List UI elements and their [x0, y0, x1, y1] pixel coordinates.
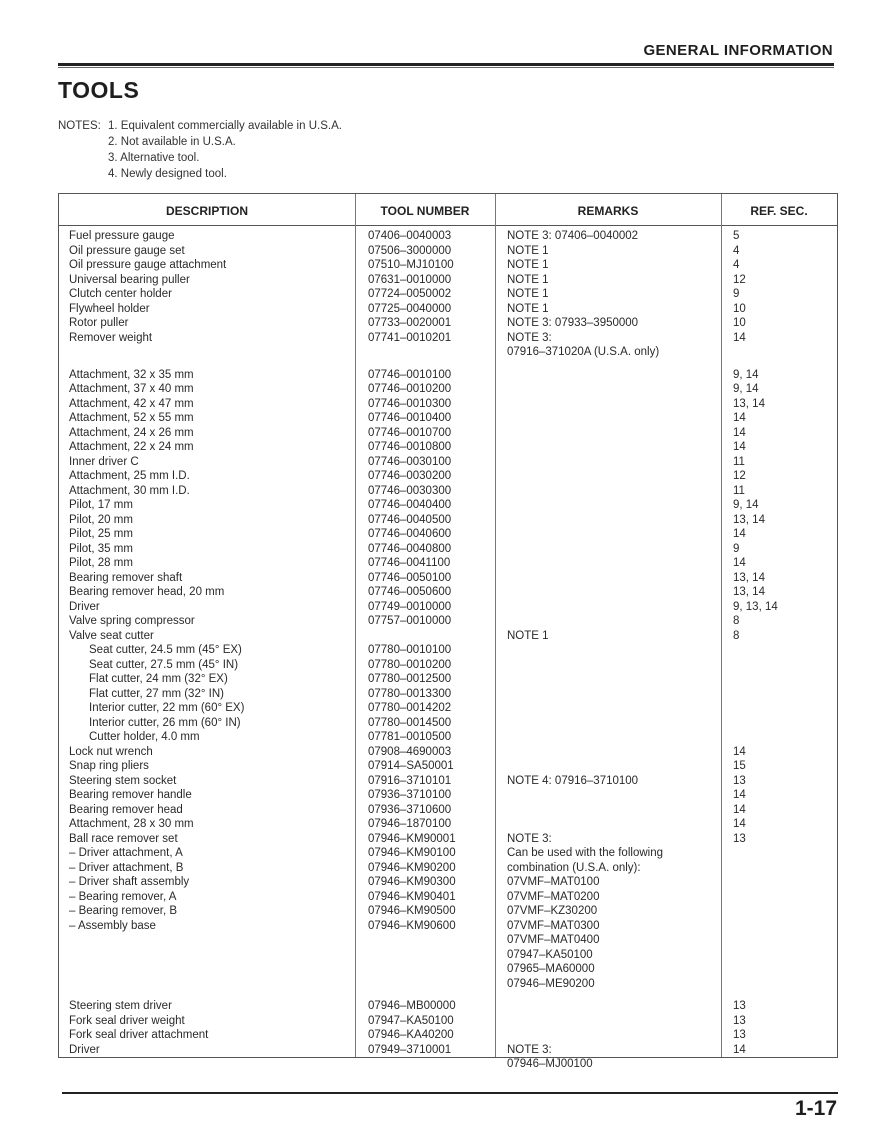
cell-description: Attachment, 24 x 26 mm	[69, 426, 194, 439]
cell-remarks: 07VMF–MAT0200	[507, 890, 600, 903]
cell-description: Steering stem driver	[69, 1000, 172, 1012]
cell-description: Bearing remover head, 20 mm	[69, 586, 225, 598]
cell-tool-number: 07746–0040800	[368, 542, 452, 555]
header-rule-thin	[58, 67, 834, 68]
cell-ref-sec: 4	[733, 259, 740, 271]
cell-description: Attachment, 25 mm I.D.	[69, 470, 190, 482]
col-header-description: DESCRIPTION	[165, 204, 248, 218]
cell-ref-sec: 13	[733, 1014, 746, 1027]
cell-ref-sec: 10	[733, 302, 746, 315]
column-divider	[355, 194, 356, 1057]
header-rule	[58, 63, 834, 66]
page-number: 1-17	[794, 1097, 837, 1120]
cell-description: Pilot, 17 mm	[69, 499, 133, 511]
col-header-remarks: REMARKS	[577, 204, 639, 218]
cell-remarks: NOTE 1	[507, 244, 549, 257]
cell-description: Steering stem socket	[69, 774, 177, 787]
cell-tool-number: 07746–0050100	[368, 571, 452, 584]
note-line	[58, 166, 342, 182]
cell-tool-number: 07936–3710600	[368, 803, 452, 816]
cell-description: – Driver attachment, B	[69, 861, 184, 874]
cell-tool-number: 07725–0040000	[368, 302, 452, 315]
cell-description: Oil pressure gauge attachment	[69, 259, 227, 271]
cell-remarks: 07VMF–KZ30200	[507, 905, 598, 917]
cell-tool-number: 07746–0030200	[368, 470, 452, 482]
cell-description: Snap ring pliers	[69, 760, 149, 772]
cell-description: Pilot, 35 mm	[69, 542, 133, 555]
notes-label: NOTES:	[58, 120, 101, 132]
note-text: 1. Equivalent commercially available in U.S.A.	[108, 120, 342, 132]
cell-ref-sec: 12	[733, 470, 746, 482]
cell-remarks: NOTE 1	[507, 273, 549, 286]
cell-remarks: NOTE 3: 07406–0040002	[507, 230, 639, 242]
cell-tool-number: 07741–0010201	[368, 331, 452, 344]
cell-description: Bearing remover head	[69, 803, 183, 816]
cell-tool-number: 07631–0010000	[368, 273, 452, 286]
cell-tool-number: 07946–KM90401	[368, 890, 456, 903]
cell-tool-number: 07946–KM90100	[368, 847, 456, 859]
cell-remarks: NOTE 1	[507, 302, 549, 315]
cell-ref-sec: 14	[733, 745, 746, 758]
cell-remarks: 07VMF–MAT0100	[507, 876, 600, 888]
cell-tool-number: 07506–3000000	[368, 244, 452, 257]
footer-rule	[62, 1092, 838, 1094]
cell-description: Oil pressure gauge set	[69, 244, 185, 257]
cell-tool-number: 07746–0040600	[368, 528, 452, 540]
cell-description: Pilot, 28 mm	[69, 557, 133, 569]
cell-description: Seat cutter, 24.5 mm (45° EX)	[89, 644, 242, 656]
cell-tool-number: 07749–0010000	[368, 600, 452, 613]
cell-remarks: NOTE 3: 07933–3950000	[507, 317, 639, 329]
cell-remarks: NOTE 3:	[507, 1043, 552, 1056]
cell-tool-number: 07946–KM90300	[368, 876, 456, 888]
cell-tool-number: 07946–KM90001	[368, 832, 456, 845]
cell-tool-number: 07781–0010500	[368, 731, 452, 743]
cell-tool-number: 07757–0010000	[368, 615, 452, 627]
cell-description: Fork seal driver weight	[69, 1014, 185, 1027]
cell-ref-sec: 14	[733, 426, 746, 439]
cell-ref-sec: 4	[733, 244, 740, 257]
cell-tool-number: 07780–0014202	[368, 702, 452, 714]
cell-remarks: NOTE 3:	[507, 832, 552, 845]
cell-tool-number: 07780–0013300	[368, 687, 452, 700]
cell-description: Rotor puller	[69, 317, 129, 329]
cell-remarks: 07946–MJ00100	[507, 1058, 593, 1070]
cell-description: Valve spring compressor	[69, 615, 195, 627]
cell-tool-number: 07946–KA40200	[368, 1029, 454, 1041]
cell-description: – Bearing remover, A	[69, 890, 177, 903]
tools-table	[58, 193, 838, 1070]
notes-label	[58, 166, 108, 182]
cell-remarks: Can be used with the following	[507, 847, 663, 859]
cell-tool-number: 07946–1870100	[368, 818, 452, 830]
cell-ref-sec: 13, 14	[733, 586, 765, 598]
cell-ref-sec: 14	[733, 412, 746, 424]
cell-ref-sec: 12	[733, 273, 746, 286]
cell-description: Cutter holder, 4.0 mm	[89, 731, 200, 743]
cell-description: Flat cutter, 24 mm (32° EX)	[89, 673, 228, 685]
cell-tool-number: 07746–0010300	[368, 397, 452, 410]
note-text: 4. Newly designed tool.	[108, 168, 227, 180]
cell-description: Ball race remover set	[69, 832, 178, 845]
cell-tool-number: 07914–SA50001	[368, 760, 454, 772]
cell-tool-number: 07780–0010200	[368, 658, 452, 671]
cell-tool-number: 07746–0010800	[368, 441, 452, 453]
cell-description: Driver	[69, 600, 100, 613]
cell-description: Fork seal driver attachment	[69, 1029, 209, 1041]
cell-remarks: NOTE 1	[507, 259, 549, 271]
cell-remarks: 07946–ME90200	[507, 977, 595, 990]
cell-ref-sec: 11	[733, 455, 745, 468]
cell-ref-sec: 13, 14	[733, 513, 765, 526]
cell-description: Attachment, 32 x 35 mm	[69, 368, 194, 381]
cell-ref-sec: 14	[733, 1043, 746, 1056]
cell-tool-number: 07946–KM90200	[368, 861, 456, 874]
note-text: 2. Not available in U.S.A.	[108, 136, 236, 148]
cell-tool-number: 07780–0012500	[368, 673, 452, 685]
cell-tool-number: 07949–3710001	[368, 1043, 452, 1056]
cell-tool-number: 07936–3710100	[368, 789, 452, 801]
cell-description: – Driver attachment, A	[69, 847, 183, 859]
cell-ref-sec: 15	[733, 760, 746, 772]
cell-ref-sec: 14	[733, 803, 746, 816]
cell-description: Flat cutter, 27 mm (32° IN)	[89, 687, 224, 700]
cell-description: Lock nut wrench	[69, 745, 153, 758]
cell-description: Attachment, 30 mm I.D.	[69, 484, 190, 497]
cell-ref-sec: 14	[733, 789, 746, 801]
cell-tool-number: 07746–0010200	[368, 383, 452, 395]
cell-ref-sec: 14	[733, 557, 746, 569]
cell-ref-sec: 13	[733, 1029, 746, 1041]
cell-ref-sec: 9, 14	[733, 383, 759, 395]
cell-ref-sec: 8	[733, 615, 740, 627]
cell-ref-sec: 13	[733, 774, 746, 787]
cell-tool-number: 07510–MJ10100	[368, 259, 454, 271]
cell-tool-number: 07724–0050002	[368, 288, 452, 300]
cell-description: Attachment, 52 x 55 mm	[69, 412, 194, 424]
cell-remarks: NOTE 3:	[507, 331, 552, 344]
section-header: GENERAL INFORMATION	[643, 42, 833, 59]
cell-description: Universal bearing puller	[69, 273, 190, 286]
cell-tool-number: 07746–0030100	[368, 455, 452, 468]
page-title: TOOLS	[58, 77, 140, 103]
cell-tool-number: 07916–3710101	[368, 774, 452, 787]
cell-description: Attachment, 28 x 30 mm	[69, 818, 194, 830]
cell-ref-sec: 9	[733, 542, 740, 555]
cell-ref-sec: 14	[733, 441, 746, 453]
cell-ref-sec: 11	[733, 484, 745, 497]
col-header-ref-sec: REF. SEC.	[750, 204, 808, 218]
cell-description: Attachment, 42 x 47 mm	[69, 397, 194, 410]
note-line	[58, 150, 342, 166]
cell-remarks: NOTE 1	[507, 288, 549, 300]
notes-label	[58, 134, 108, 150]
column-divider	[495, 194, 496, 1057]
cell-tool-number: 07780–0014500	[368, 716, 452, 729]
cell-description: Inner driver C	[69, 455, 139, 468]
cell-tool-number: 07746–0030300	[368, 484, 452, 497]
notes-block	[58, 118, 342, 182]
cell-ref-sec: 14	[733, 528, 746, 540]
cell-tool-number: 07946–KM90600	[368, 919, 456, 932]
cell-remarks: 07VMF–MAT0300	[507, 919, 600, 932]
cell-tool-number: 07946–MB00000	[368, 1000, 456, 1012]
cell-tool-number: 07746–0010700	[368, 426, 452, 439]
note-line	[58, 118, 342, 134]
cell-tool-number: 07746–0010400	[368, 412, 452, 424]
cell-tool-number: 07733–0020001	[368, 317, 452, 329]
cell-tool-number: 07746–0041100	[368, 557, 451, 569]
cell-ref-sec: 9, 14	[733, 499, 759, 511]
cell-description: Fuel pressure gauge	[69, 230, 175, 242]
cell-tool-number: 07746–0040400	[368, 499, 452, 511]
cell-tool-number: 07946–KM90500	[368, 905, 456, 917]
cell-ref-sec: 5	[733, 230, 740, 242]
cell-description: Flywheel holder	[69, 302, 150, 315]
col-header-tool-number: TOOL NUMBER	[380, 204, 470, 218]
cell-remarks: NOTE 4: 07916–3710100	[507, 774, 639, 787]
cell-remarks: 07965–MA60000	[507, 963, 595, 975]
cell-description: Clutch center holder	[69, 288, 172, 300]
cell-description: Valve seat cutter	[69, 629, 154, 642]
cell-ref-sec: 9, 14	[733, 368, 759, 381]
cell-description: Bearing remover handle	[69, 789, 192, 801]
cell-description: Seat cutter, 27.5 mm (45° IN)	[89, 658, 239, 671]
note-text: 3. Alternative tool.	[108, 152, 200, 164]
cell-ref-sec: 9	[733, 288, 740, 300]
cell-ref-sec: 13	[733, 832, 746, 845]
cell-tool-number: 07908–4690003	[368, 745, 452, 758]
cell-ref-sec: 14	[733, 818, 746, 830]
cell-description: – Bearing remover, B	[69, 905, 178, 917]
cell-ref-sec: 13	[733, 1000, 746, 1012]
cell-remarks: combination (U.S.A. only):	[507, 861, 641, 874]
cell-description: Attachment, 22 x 24 mm	[69, 441, 194, 453]
cell-ref-sec: 14	[733, 331, 746, 344]
cell-remarks: 07916–371020A (U.S.A. only)	[507, 346, 660, 358]
cell-description: Attachment, 37 x 40 mm	[69, 383, 194, 395]
cell-tool-number: 07746–0050600	[368, 586, 452, 598]
cell-tool-number: 07746–0040500	[368, 513, 452, 526]
cell-description: – Driver shaft assembly	[69, 876, 190, 888]
cell-description: – Assembly base	[69, 919, 156, 932]
note-line	[58, 134, 342, 150]
cell-tool-number: 07780–0010100	[368, 644, 452, 656]
cell-remarks: 07947–KA50100	[507, 948, 593, 961]
cell-tool-number: 07746–0010100	[368, 368, 452, 381]
cell-ref-sec: 13, 14	[733, 397, 765, 410]
cell-description: Interior cutter, 22 mm (60° EX)	[89, 702, 245, 714]
cell-description: Pilot, 20 mm	[69, 513, 133, 526]
cell-ref-sec: 8	[733, 629, 740, 642]
cell-remarks: NOTE 1	[507, 629, 549, 642]
cell-tool-number: 07406–0040003	[368, 230, 452, 242]
cell-ref-sec: 9, 13, 14	[733, 600, 778, 613]
cell-tool-number: 07947–KA50100	[368, 1014, 454, 1027]
cell-description: Driver	[69, 1043, 100, 1056]
notes-label	[58, 150, 108, 166]
cell-ref-sec: 13, 14	[733, 571, 765, 584]
cell-remarks: 07VMF–MAT0400	[507, 934, 600, 946]
cell-description: Remover weight	[69, 331, 153, 344]
cell-ref-sec: 10	[733, 317, 746, 329]
column-divider	[721, 194, 722, 1057]
cell-description: Pilot, 25 mm	[69, 528, 133, 540]
cell-description: Bearing remover shaft	[69, 571, 183, 584]
cell-description: Interior cutter, 26 mm (60° IN)	[89, 716, 241, 729]
